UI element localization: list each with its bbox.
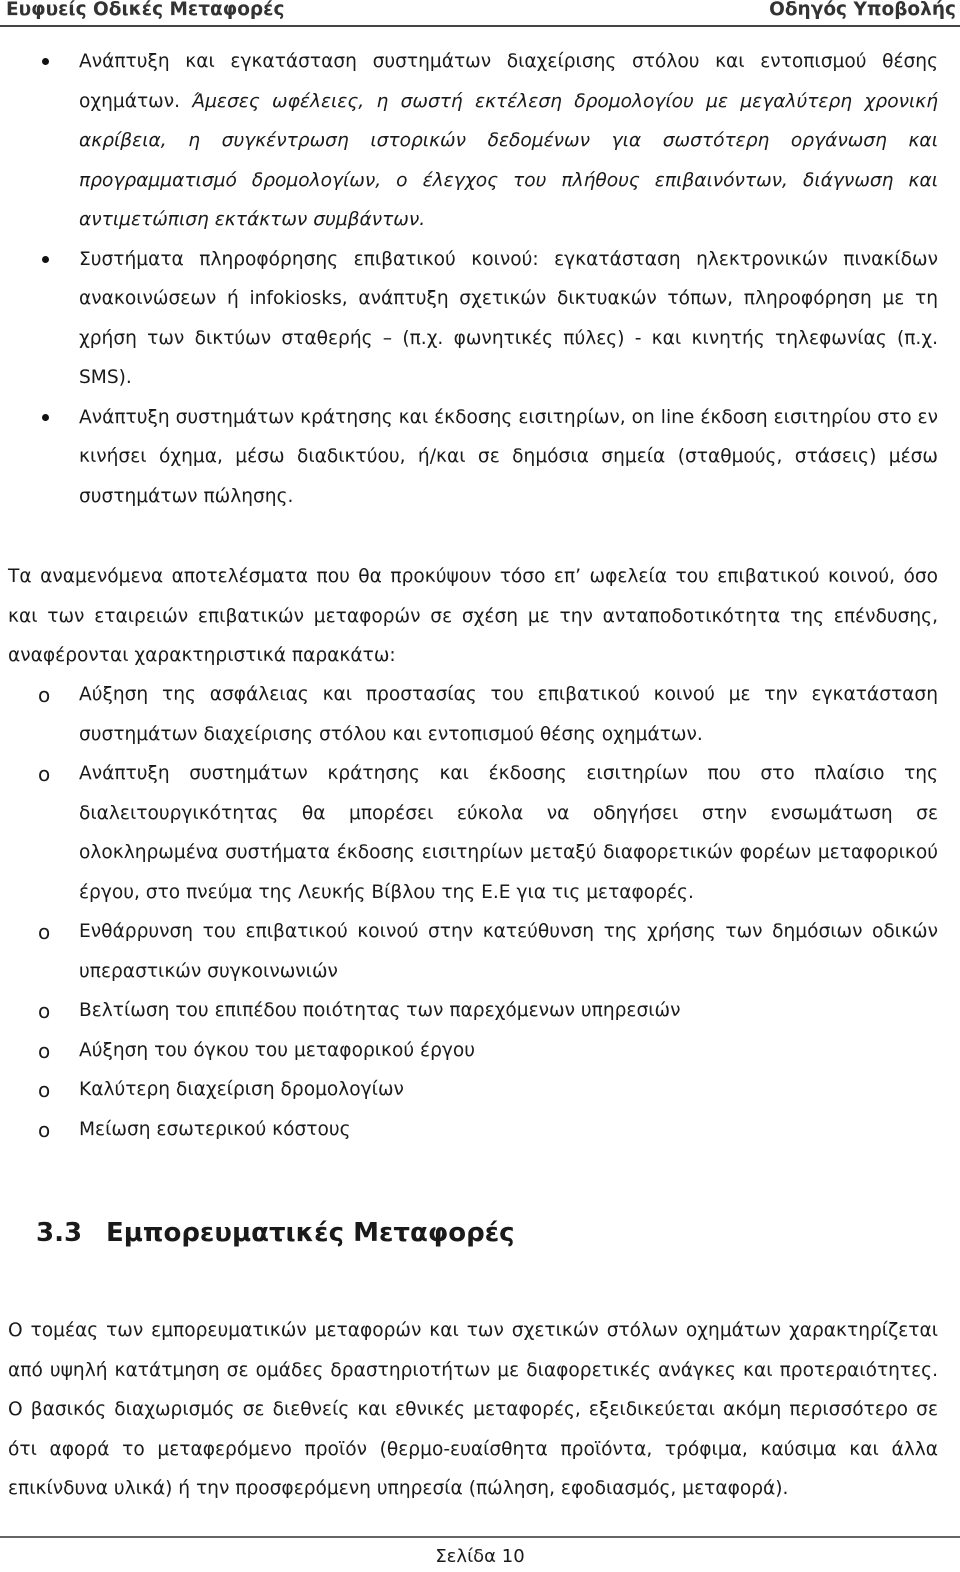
list-item: [0, 912, 960, 991]
list-item: [0, 991, 960, 1031]
circle-bullet-icon: o: [38, 1117, 51, 1142]
header-left-title: Ευφυείς Οδικές Μεταφορές: [6, 0, 285, 20]
list-item: [0, 42, 960, 240]
header-right-title: Οδηγός Υποβολής: [769, 0, 956, 20]
bullet-text: Ανάπτυξη συστημάτων κράτησης και έκδοσης εισιτηρίων, on line έκδοση εισιτηρίου στο εν κινήσει όχημα, μέσω διαδικτύου, ή/και σε δημόσια σημεία (σταθμούς, στάσεις) μέσω συστημάτων πώλησης.: [79, 406, 938, 507]
list-item: [0, 754, 960, 912]
list-item: [0, 398, 960, 517]
intro-paragraph: Τα αναμενόμενα αποτελέσματα που θα προκύψουν τόσο επ’ ωφελεία του επιβατικού κοινού, όσο και των εταιρειών επιβατικών μεταφορών σε σχέση με την ανταποδοτικότητα της επένδυσης, αναφέρονται χαρακτηριστικά παρακάτω:: [8, 566, 938, 666]
page-number: Σελίδα 10: [435, 1546, 525, 1567]
page-header: [0, 0, 960, 26]
circle-bullet-icon: o: [38, 1078, 51, 1102]
result-text: Βελτίωση του επιπέδου ποιότητας των παρεχόμενων υπηρεσιών: [79, 1000, 681, 1021]
section-paragraph: Ο τομέας των εμπορευματικών μεταφορών και των σχετικών στόλων οχημάτων χαρακτηρίζεται από υψηλή κατάτμηση σε ομάδες δραστηριοτήτων με διαφορετικές ανάγκες και προτεραιότητες. Ο βασικός διαχωρισμός σε διεθνείς και εθνικές μεταφορές, εξειδικεύεται ακόμη περισσότερο σε ότι αφορά το μεταφερόμενο προϊόν (θερμο-ευαίσθητα προϊόντα, τρόφιμα, καύσιμα και άλλα επικίνδυνα υλικά) ή την προσφερόμενη υπηρεσία (πώληση, εφοδιασμός, μεταφορά).: [8, 1320, 938, 1499]
circle-bullet-icon: o: [38, 920, 51, 944]
result-text: Αύξηση του όγκου του μεταφορικού έργου: [79, 1039, 476, 1061]
result-text: Ενθάρρυνση του επιβατικού κοινού στην κατεύθυνση της χρήσης των δημόσιων οδικών υπεραστικών συγκοινωνιών: [79, 921, 938, 982]
bullet-list: [0, 42, 960, 516]
bullet-text: Συστήματα πληροφόρησης επιβατικού κοινού: εγκατάσταση ηλεκτρονικών πινακίδων ανακοινώσεων ή infokiosks, ανάπτυξη σχετικών δικτυακών τόπων, πληροφόρηση με τη χρήση των δικτύων σταθερής – (π.χ. φωνητικές πύλες) - και κινητής τηλεφωνίας (π.χ. SMS).: [79, 248, 938, 388]
list-item: [0, 1110, 960, 1150]
footer-rule: [0, 1536, 960, 1538]
bullet-icon: [42, 414, 49, 421]
circle-bullet-icon: o: [38, 1038, 51, 1063]
list-item: [0, 240, 960, 398]
section-number: 3.3: [36, 1218, 83, 1248]
list-item: [0, 675, 960, 754]
bullet-icon: [42, 58, 49, 65]
circle-bullet-icon: o: [38, 762, 51, 786]
list-item: [0, 1070, 960, 1110]
section-title: Εμπορευματικές Μεταφορές: [106, 1218, 515, 1248]
header-rule: [0, 25, 960, 27]
list-item: [0, 1031, 960, 1071]
section-heading: [36, 1218, 515, 1248]
circle-bullet-icon: o: [38, 683, 51, 707]
result-text: Καλύτερη διαχείριση δρομολογίων: [79, 1079, 404, 1100]
results-list: [0, 675, 960, 1149]
bullet-text: Ανάπτυξη και εγκατάσταση συστημάτων διαχείρισης στόλου και εντοπισμού θέσης οχημάτων. Άμεσες ωφέλειες, η σωστή εκτέλεση δρομολογίου με μεγαλύτερη χρονική ακρίβεια, η συγκέντρωση ιστορικών δεδομένων για σωστότερη οργάνωση και προγραμματισμό δρομολογίων, ο έλεγχος του πλήθους επιβαινόντων, διάγνωση και αντιμετώπιση εκτάκτων συμβάντων.: [79, 51, 938, 230]
result-text: Ανάπτυξη συστημάτων κράτησης και έκδοσης εισιτηρίων που στο πλαίσιο της διαλειτουργικότητας θα μπορέσει εύκολα να οδηγήσει στην ενσωμάτωση σε ολοκληρωμένα συστήματα έκδοσης εισιτηρίων μεταξύ διαφορετικών φορέων μεταφορικού έργου, στο πνεύμα της Λευκής Βίβλου της Ε.Ε για τις μεταφορές.: [79, 763, 938, 903]
circle-bullet-icon: o: [38, 999, 51, 1023]
bullet-icon: [42, 256, 49, 263]
result-text: Μείωση εσωτερικού κόστους: [79, 1118, 351, 1140]
result-text: Αύξηση της ασφάλειας και προστασίας του επιβατικού κοινού με την εγκατάσταση συστημάτων διαχείρισης στόλου και εντοπισμού θέσης οχημάτων.: [79, 684, 938, 745]
